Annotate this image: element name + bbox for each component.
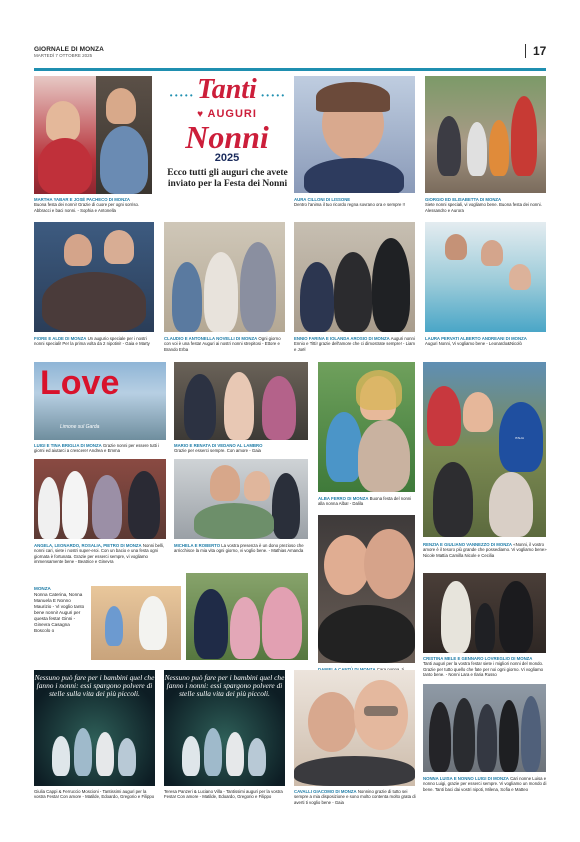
photo-nonna-luisa — [423, 684, 546, 772]
photo-giorgio-elisabetta — [425, 76, 546, 193]
header-divider — [525, 44, 526, 58]
caption-text: «Nonni, il vostro amore è il tesoro più grande che possediamo. Vi vogliamo bene» Nicole Mattia Camilla Nicole e Cecilia — [423, 542, 547, 558]
title-nonni: Nonni — [185, 119, 269, 155]
photo-daniela-cantu — [318, 515, 415, 663]
caption-fiore — [34, 336, 156, 347]
photo-laura-alberto — [425, 222, 546, 332]
caption-renzia — [423, 542, 547, 558]
issue-date: MARTEDÌ 7 OTTOBRE 2025 — [34, 53, 93, 58]
caption-name: GIORGIO ED ELISABETTA DI MONZA — [425, 197, 502, 202]
caption-name: FIORE E ALDE DI MONZA — [34, 336, 87, 341]
caption-name: ANGELA, LEONARDO, ROSALIA, PIETRO DI MONZA — [34, 543, 142, 548]
caption-name: MICHELA E ROBERTO — [174, 543, 221, 548]
photo-alba-ferro — [318, 362, 415, 492]
caption-martha-jose — [34, 197, 154, 213]
caption-luisa — [423, 776, 547, 792]
title-auguri: AUGURI — [207, 108, 257, 120]
title-year: 2025 — [214, 152, 240, 164]
caption-luigi — [34, 443, 166, 454]
photo-luigi-tina — [34, 362, 166, 440]
caption-text: Ogni giorno con voi è una festa! Auguri ai nostri nonni strepitosi - Ettore e Brando Erba — [164, 336, 281, 352]
photo-cavalli-giacomo — [294, 670, 415, 786]
caption-panzeri — [164, 789, 285, 800]
caption-text: La vostra presenza è un dono prezioso che arricchisce la mia vita ogni giorno, vi voglio bene. - Mathias Amanda — [174, 543, 304, 554]
photo-ginevra-beach — [91, 586, 181, 660]
photo-renzia-giuliano — [423, 362, 546, 537]
photo-ennio-iolanda — [294, 222, 415, 332]
caption-text: Grazie per esserci sempre. Con amore - Gaia — [174, 448, 261, 454]
caption-text: Giulia Cappi & Ferruccio Moscioni - Tantissimi auguri per la vostra Festa! Con amore - Matilde, Edoardo, Gregorio e Filippo — [34, 789, 155, 800]
dots-right: • • • • • — [261, 91, 285, 100]
caption-michela — [174, 543, 308, 554]
caption-text: Auguri nonni Ennio e Titti! grazie dell'amore che ci dimostrate sempre! - Liam e Joël — [294, 336, 415, 352]
caption-name: CAVALLI GIACOMO DI MONZA — [294, 789, 357, 794]
caption-cappi — [34, 789, 155, 800]
caption-mario — [174, 443, 308, 454]
caption-text: Buona festa dei nonni! Grazie di cuore per ogni sorriso. Abbracci e baci nonni. - Sophia e Antonella — [34, 202, 140, 213]
caption-aura — [294, 197, 416, 208]
caption-name: AURA CILLONI DI LISSONE — [294, 197, 351, 202]
photo-ginevra-grandparents — [186, 573, 308, 660]
feature-subtitle: Ecco tutti gli auguri che avete inviato per la Festa dei Nonni — [167, 168, 288, 189]
caption-name: ENNIO FARINA E IOLANDA AROSIO DI MONZA — [294, 336, 390, 341]
caption-name: CLAUDIO E ANTONELLA NOVELLI DI MONZA — [164, 336, 258, 341]
caption-name: MARIO E RENATA DI VEDANO AL LAMBRO — [174, 443, 263, 448]
photo-quote-panzeri — [164, 670, 285, 786]
caption-text: Buona festa del nonni alla nonna Alba! - Dalila — [318, 496, 412, 507]
photo-martha-jose-2 — [96, 76, 152, 194]
caption-cristina — [423, 656, 547, 678]
shirt-text: ITALIA — [515, 436, 524, 440]
caption-name: NONNA LUISA E NONNO LUIGI DI MONZA — [423, 776, 509, 781]
photo-angela-family — [34, 459, 166, 539]
caption-text: Tanti auguri per la vostra festa! siete i migliori nonni del mondo. Grazie per tutto quello che fate per noi ogni giorno. Vi vogliamo tanto bene. - Nonni Lara e Ilaria Russo — [423, 661, 544, 678]
page-number: 17 — [533, 44, 547, 58]
header-rule — [34, 68, 546, 71]
caption-text: Cari nonne Luisa e nonno Luigi, grazie per esserci sempre. Vi vogliamo un mondo di bene. Tanti baci dai vostri nipoti, Milena, Sofia e Matteo — [423, 776, 547, 792]
quote-text: Nessuno può fare per i bambini quel che fanno i nonni: essi spargono polvere di stelle sulla vita dei più piccoli. — [34, 673, 155, 698]
caption-name: CRISTINA MELE E GENNARO LOVREGLIO DI MONZA — [423, 656, 533, 661]
photo-claudio-antonella — [164, 222, 285, 332]
photo-quote-cappi — [34, 670, 155, 786]
caption-text: Siete nonni speciali, vi vogliamo bene. Buona festa dei nonni. Alessandro e Aurora — [425, 202, 542, 213]
heart-icon: ♥ — [197, 109, 204, 120]
caption-text: Nonna Caterina, Nonna Manuela E Nonno Maurizio - Vi voglio tanto bene nonni! Auguri per questa festa! Ginni - Ginevra Casagna Boscolo o — [34, 592, 85, 633]
love-sign: Love — [40, 364, 120, 402]
photo-cristina-gennaro — [423, 573, 546, 653]
caption-text: Nonnino grazie di tutto sei sempre a mia disposizione e sono molto contenta molto grata di averti ti voglio bene - Gaia — [294, 789, 416, 805]
caption-name: LAURA PERVATI ALBERTO ANDREANI DI MONZA — [425, 336, 527, 341]
photo-aura-cilloni — [294, 76, 415, 193]
caption-alba — [318, 496, 416, 507]
caption-laura — [425, 336, 547, 347]
caption-text: Teresa Panzeri & Luciano Villa - Tantissimi auguri per la vostra Festa! Con amore - Matilde, Edoardo, Gregorio e Filippo — [164, 789, 283, 800]
quote-text: Nessuno può fare per i bambini quel che fanno i nonni: essi spargono polvere di stelle sulla vita dei più piccoli. — [164, 673, 285, 698]
caption-name: MARTHA YABAR E JOSÉ PACHECO DI MONZA — [34, 197, 130, 202]
caption-giorgio — [425, 197, 547, 213]
caption-text: Dentro l'anima il tuo ricordo regna sovrano ora e sempre !! — [294, 202, 405, 208]
love-sign-sub: Limone sul Garda — [60, 424, 100, 430]
caption-monza-nonni — [34, 586, 86, 634]
newspaper-name: GIORNALE DI MONZA — [34, 46, 104, 53]
photo-fiore-alde — [34, 222, 154, 332]
caption-claudio — [164, 336, 286, 352]
caption-name: MONZA — [34, 586, 51, 591]
caption-angela — [34, 543, 167, 565]
caption-ennio — [294, 336, 416, 352]
photo-martha-jose-1 — [34, 76, 96, 194]
title-tanti: Tanti — [197, 74, 257, 105]
caption-name: LUIGI E TINA BRIGLIA DI MONZA — [34, 443, 102, 448]
photo-michela-roberto — [174, 459, 308, 539]
photo-mario-renata — [174, 362, 308, 440]
caption-cavalli — [294, 789, 416, 805]
caption-text: Nonni belli, nonni cari, siete i nostri super-eroi. Con un bacio e una festa ogni giornata è fortunata. Grazie per esserci sempre, vi vogliamo immensamente bene - Beatrice e Ginevra — [34, 543, 165, 565]
caption-text: Un augurio speciale per i nostri nonni speciali! Per la prima volta da 2 nipotini! - Gaia e Marty — [34, 336, 150, 347]
caption-text: Grazie nonni per essere tutti i giorni ed aiutarci a crescere! Andrea e Emma — [34, 443, 160, 454]
caption-name: ALBA FERRO DI MONZA — [318, 496, 369, 501]
caption-name: RENZIA E GIULIANO VANNEZZO DI MONZA — [423, 542, 513, 547]
dots-left: • • • • • — [169, 91, 193, 100]
caption-text: Auguri Nonni, Vi vogliamo bene - Leonardo&Nicolò — [425, 341, 522, 347]
